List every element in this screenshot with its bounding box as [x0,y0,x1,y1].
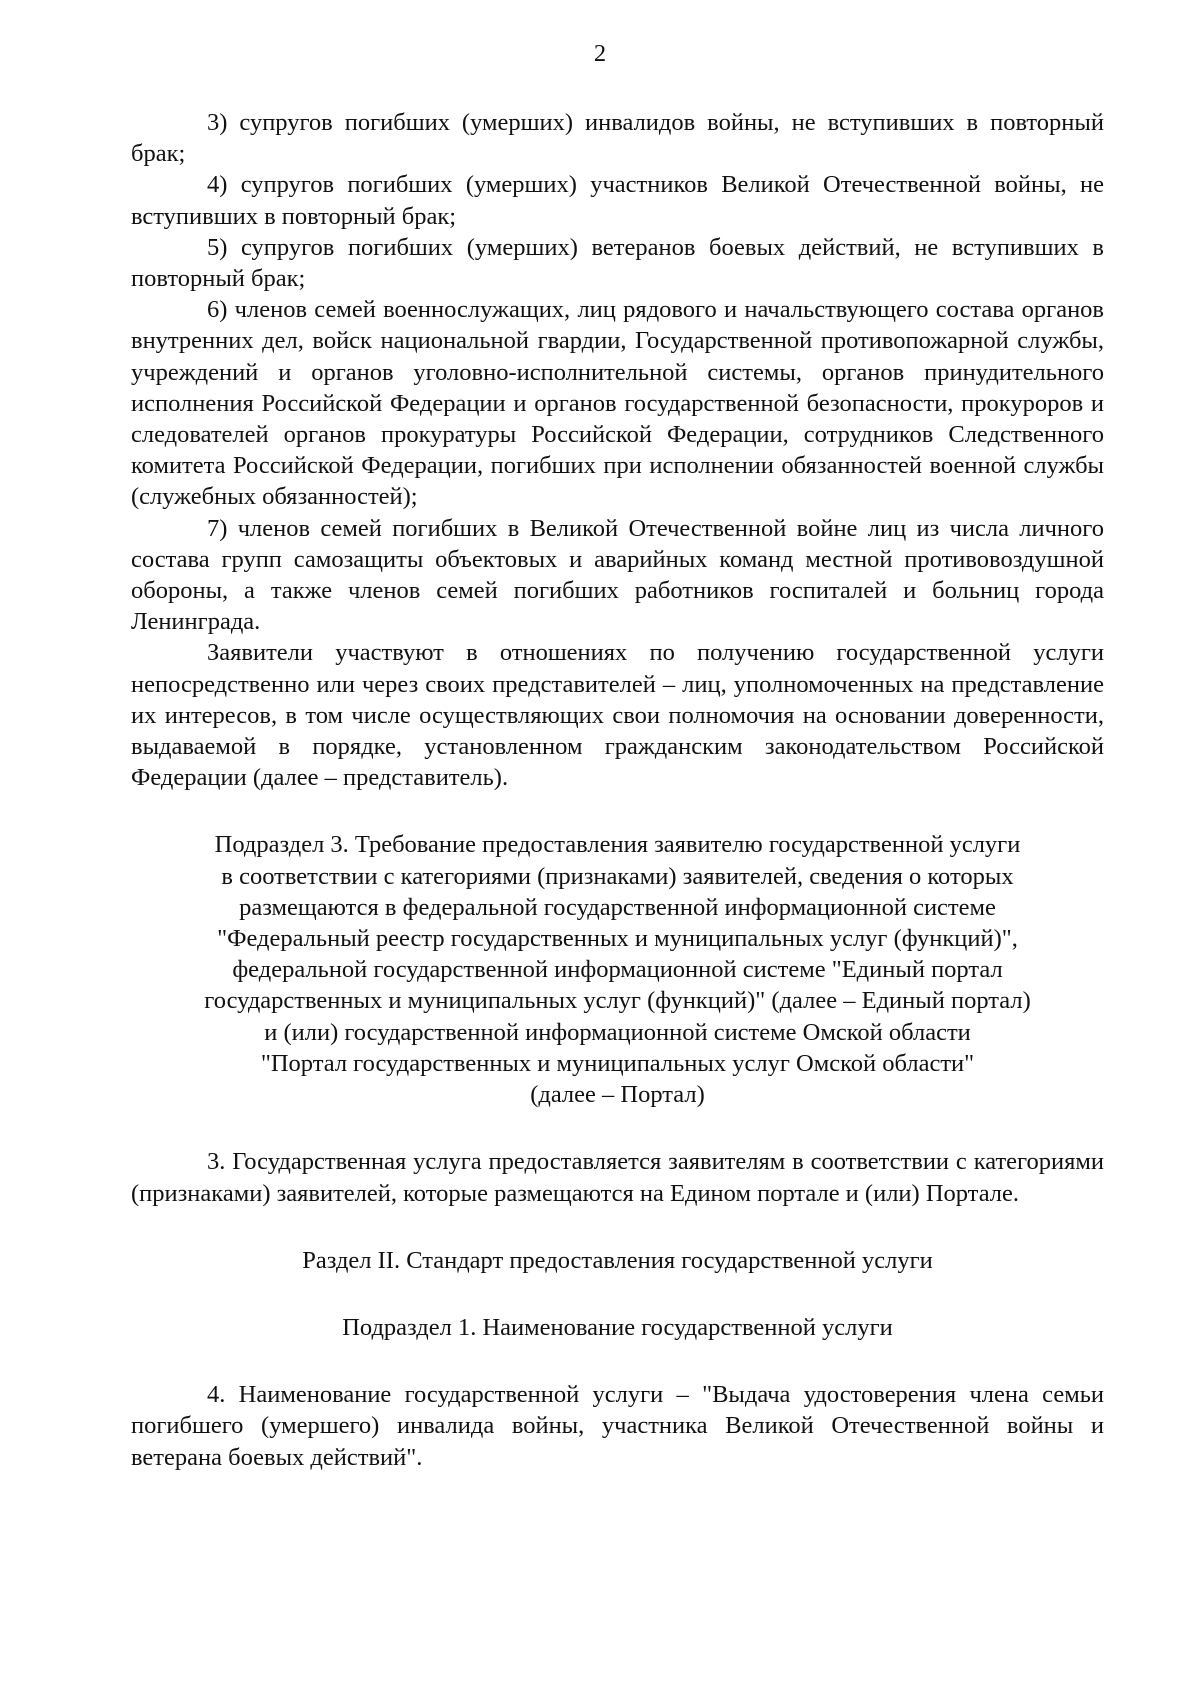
paragraph-item-6: 6) членов семей военнослужащих, лиц рядового и начальствующего состава органов внутренних дел, войск национальной гвардии, Государственной противопожарной службы, учреждений и органов уголовно-исполнительной системы, органов принудительного исполнения Российской Федерации и органов государственной безопасности, прокуроров и следователей органов прокуратуры Российской Федерации, сотрудников Следственного комитета Российской Федерации, погибших при исполнении обязанностей военной службы (служебных обязанностей); [131,296,1104,511]
heading-line: и (или) государственной информационной системе Омской области [264,1018,971,1046]
paragraph-representatives: Заявители участвуют в отношениях по получению государственной услуги непосредственно или через своих представителей – лиц, уполномоченных на представление их интересов, в том числе осуществляющих свои полномочия на основании доверенности, выдаваемой в порядке, установленном гражданским законодательством Российской Федерации (далее – представитель). [131,639,1104,792]
heading-line: государственных и муниципальных услуг (функций)" (далее – Единый портал) [204,987,1031,1015]
subsection-1-heading: Подраздел 1. Наименование государственной услуги [342,1313,893,1341]
heading-line: федеральной государственной информационной системе "Единый портал [232,956,1003,984]
paragraph-item-3: 3) супругов погибших (умерших) инвалидов войны, не вступивших в повторный брак; [131,109,1104,168]
heading-line: размещаются в федеральной государственной информационной системе [239,893,996,921]
page-number: 2 [593,40,607,67]
heading-line: в соответствии с категориями (признаками) заявителей, сведения о которых [221,862,1014,890]
subsection-3-heading [131,829,1104,1110]
paragraph-item-7: 7) членов семей погибших в Великой Отечественной войне лиц из числа личного состава групп самозащиты объектовых и аварийных команд местной противовоздушной обороны, а также членов семей погибших работников госпиталей и больниц города Ленинграда. [131,514,1104,636]
document-body [131,107,1104,1473]
heading-line: "Портал государственных и муниципальных услуг Омской области" [260,1049,975,1077]
paragraph-item-4: 4) супругов погибших (умерших) участников Великой Отечественной войны, не вступивших в повторный брак; [131,171,1104,230]
section-2-heading: Раздел II. Стандарт предоставления государственной услуги [302,1246,933,1274]
heading-line: (далее – Портал) [530,1081,705,1109]
paragraph-item-5: 5) супругов погибших (умерших) ветеранов боевых действий, не вступивших в повторный брак; [131,233,1104,293]
paragraph-3: 3. Государственная услуга предоставляется заявителям в соответствии с категориями (признаками) заявителей, которые размещаются на Едином портале и (или) Портале. [131,1148,1104,1207]
heading-line: "Федеральный реестр государственных и муниципальных услуг (функций)", [217,925,1018,953]
paragraph-4: 4. Наименование государственной услуги – "Выдача удостоверения члена семьи погибшего (умершего) инвалида войны, участника Великой Отечественной войны и ветерана боевых действий". [131,1381,1104,1471]
heading-line: Подраздел 3. Требование предоставления заявителю государственной услуги [214,831,1021,859]
